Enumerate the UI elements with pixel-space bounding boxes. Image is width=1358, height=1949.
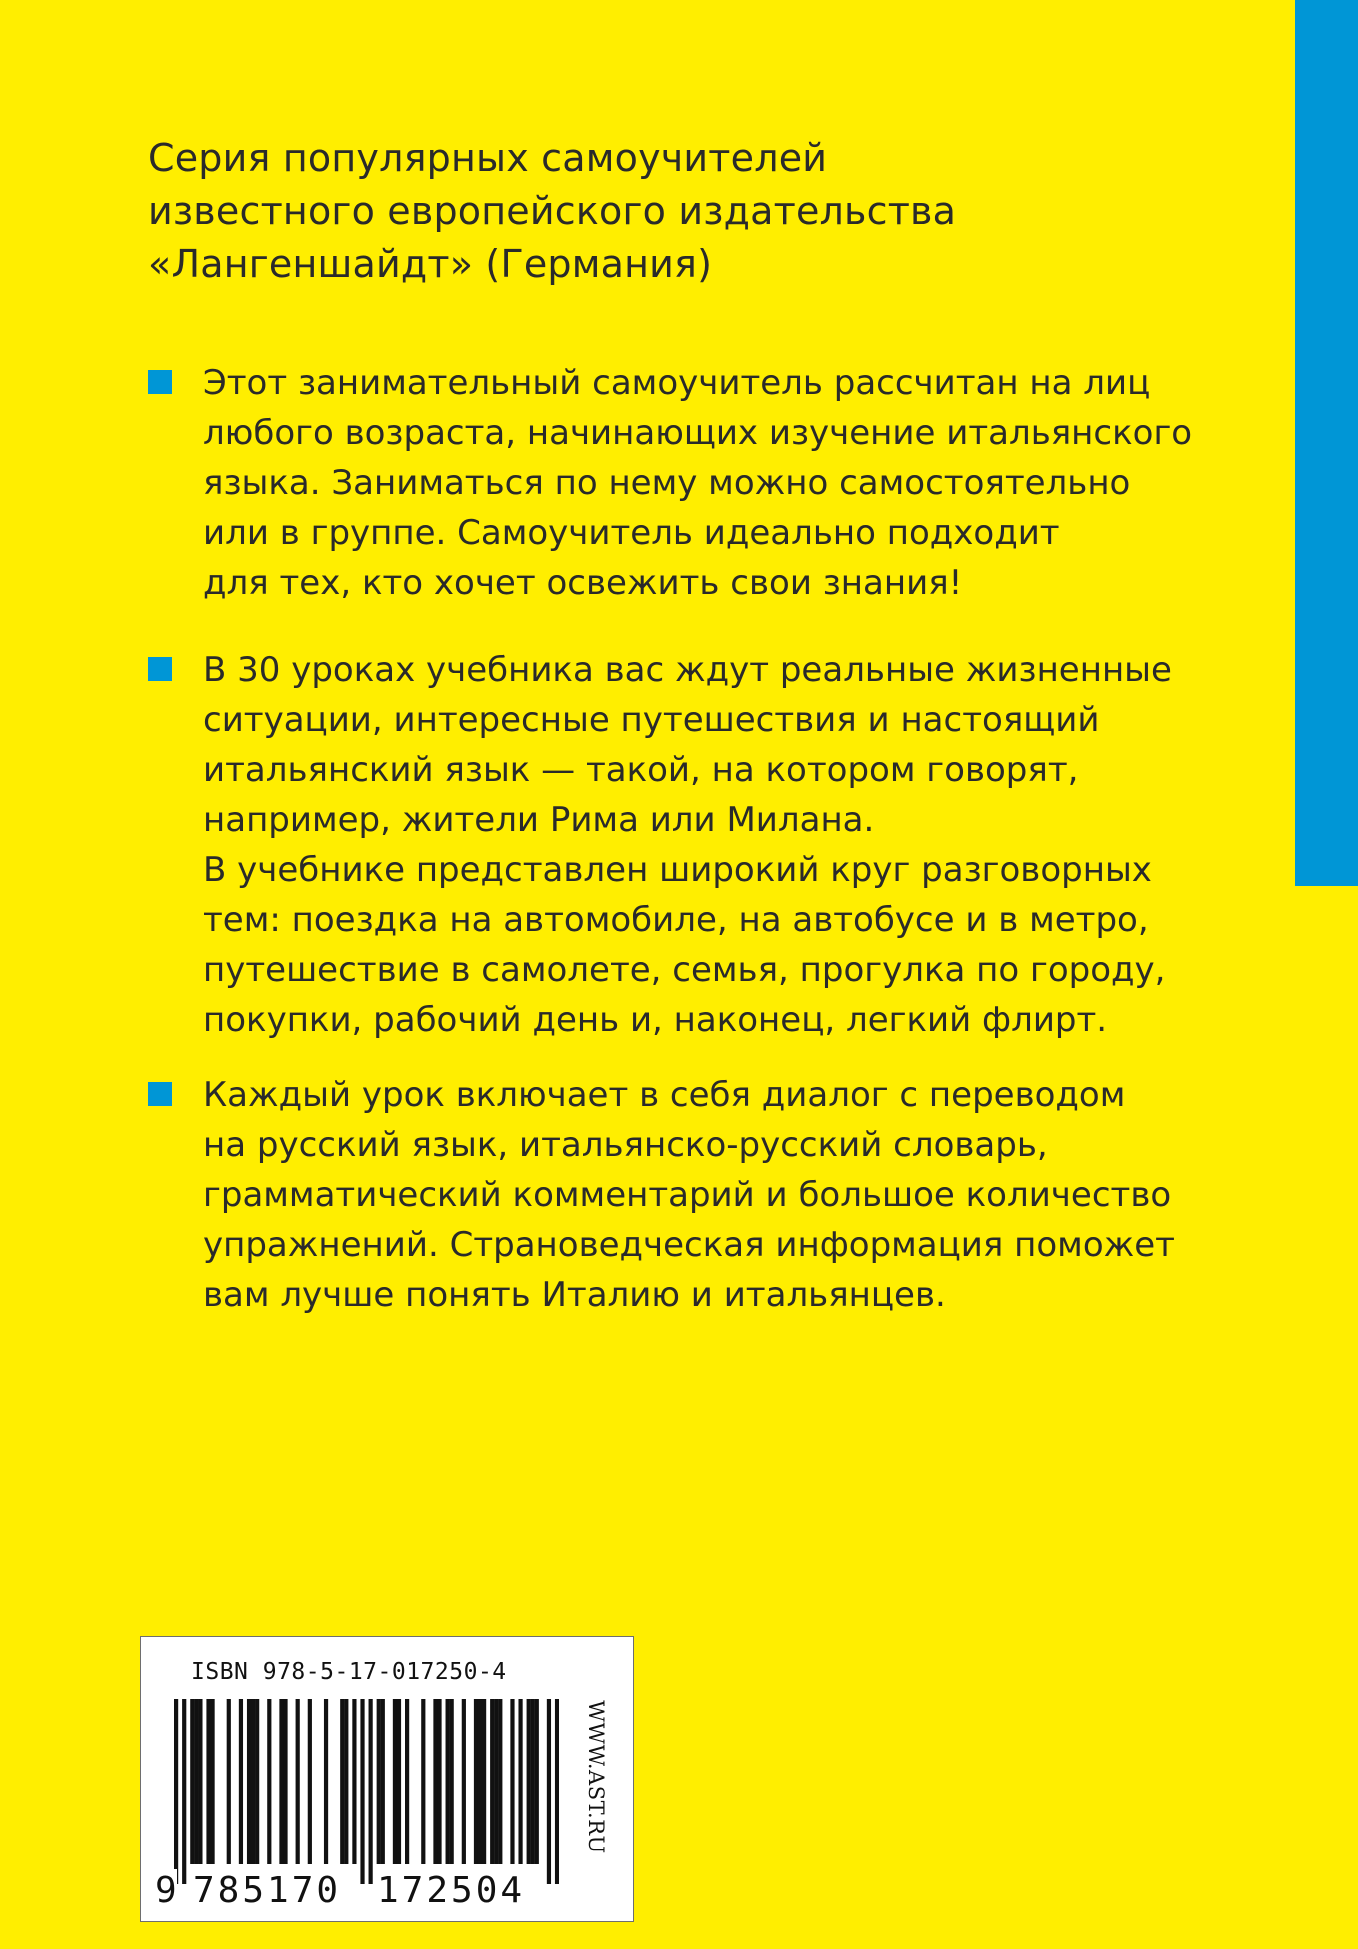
barcode-bar — [267, 1699, 271, 1864]
paragraph-line: упражнений. Страноведческая информация поможет — [203, 1225, 1175, 1265]
bullet-text — [203, 358, 1283, 608]
barcode-bar — [352, 1699, 356, 1864]
paragraph-line: или в группе. Самоучитель идеально подходит — [203, 513, 1060, 553]
barcode-bar — [482, 1699, 486, 1864]
isbn-barcode-box — [140, 1636, 634, 1922]
isbn-label: ISBN 978-5-17-017250-4 — [191, 1659, 507, 1685]
barcode-bar — [518, 1699, 522, 1864]
barcode-bar — [535, 1699, 539, 1864]
barcode-bar — [490, 1699, 494, 1864]
paragraph-line: тем: поездка на автомобиле, на автобусе и в метро, — [203, 900, 1149, 940]
barcode-bar — [446, 1699, 450, 1864]
barcode-bar — [283, 1699, 287, 1864]
series-heading-line: известного европейского издательства — [148, 189, 957, 233]
paragraph-line: ситуации, интересные путешествия и настоящий — [203, 700, 1100, 740]
barcode-bar — [510, 1699, 514, 1864]
website-url: WWW.AST.RU — [584, 1700, 608, 1854]
barcode-bar — [206, 1699, 210, 1864]
paragraph-line: Каждый урок включает в себя диалог с переводом — [203, 1075, 1126, 1115]
barcode-digits — [155, 1869, 575, 1913]
barcode-bar — [369, 1699, 373, 1884]
paragraph-line: любого возраста, начинающих изучение итальянского — [203, 413, 1193, 453]
barcode-bar — [190, 1699, 194, 1864]
paragraph-line: В 30 уроках учебника вас ждут реальные жизненные — [203, 650, 1172, 690]
barcode-bar — [462, 1699, 466, 1864]
paragraph-line: например, жители Рима или Милана. — [203, 800, 875, 840]
barcode-bar — [308, 1699, 312, 1864]
barcode-bar — [474, 1699, 478, 1864]
barcode-left-group: 785170 — [193, 1870, 342, 1911]
barcode-bar — [450, 1699, 454, 1864]
blue-square-bullet-icon — [148, 370, 172, 394]
paragraph-line: В учебнике представлен широкий круг разговорных — [203, 850, 1152, 890]
paragraph-line: языка. Заниматься по нему можно самостоятельно — [203, 463, 1131, 503]
barcode-bar — [555, 1699, 559, 1884]
paragraph-line: вам лучше понять Италию и итальянцев. — [203, 1275, 946, 1315]
barcode-bar — [531, 1699, 535, 1864]
blue-side-stripe — [1295, 0, 1358, 886]
paragraph-line: грамматический комментарий и большое количество — [203, 1175, 1172, 1215]
series-heading — [148, 132, 1208, 291]
barcode-bar — [344, 1699, 348, 1864]
barcode-bar — [194, 1699, 198, 1864]
barcode-bar — [478, 1699, 482, 1864]
barcode-bar — [433, 1699, 437, 1864]
barcode-bar — [397, 1699, 401, 1864]
barcode-bar — [210, 1699, 214, 1864]
barcode-bar — [393, 1699, 397, 1864]
bullet-text — [203, 1070, 1283, 1320]
barcode-bar — [527, 1699, 531, 1864]
barcode-right-group: 172504 — [377, 1870, 526, 1911]
barcode-bar — [340, 1699, 344, 1864]
paragraph-line: Этот занимательный самоучитель рассчитан на лиц — [203, 363, 1151, 403]
barcode-bar — [174, 1699, 178, 1884]
paragraph-line: для тех, кто хочет освежить свои знания! — [203, 563, 963, 603]
barcode-icon — [165, 1699, 559, 1884]
series-heading-line: Серия популярных самоучителей — [148, 136, 828, 180]
barcode-bar — [437, 1699, 441, 1864]
barcode-bar — [547, 1699, 551, 1884]
barcode-bar — [247, 1699, 251, 1864]
barcode-bar — [279, 1699, 283, 1864]
bullet-text — [203, 645, 1283, 1045]
barcode-bar — [255, 1699, 259, 1864]
barcode-bar — [182, 1699, 186, 1884]
barcode-bar — [498, 1699, 502, 1864]
barcode-bar — [405, 1699, 409, 1864]
barcode-bar — [296, 1699, 300, 1864]
barcode-first-digit: 9 — [155, 1870, 177, 1911]
barcode-bar — [360, 1699, 364, 1884]
barcode-bar — [251, 1699, 255, 1864]
blue-square-bullet-icon — [148, 1082, 172, 1106]
barcode-bar — [381, 1699, 385, 1864]
paragraph-line: путешествие в самолете, семья, прогулка по городу, — [203, 950, 1166, 990]
paragraph-line: на русский язык, итальянско-русский словарь, — [203, 1125, 1048, 1165]
barcode-bar — [239, 1699, 243, 1864]
paragraph-line: покупки, рабочий день и, наконец, легкий флирт. — [203, 1000, 1108, 1040]
barcode-bar — [227, 1699, 231, 1864]
blue-square-bullet-icon — [148, 657, 172, 681]
series-heading-line: «Лангеншайдт» (Германия) — [148, 242, 713, 286]
barcode-bar — [421, 1699, 425, 1864]
paragraph-line: итальянский язык — такой, на котором говорят, — [203, 750, 1079, 790]
barcode-bar — [198, 1699, 202, 1864]
barcode-bar — [324, 1699, 328, 1864]
barcode-bar — [377, 1699, 381, 1864]
barcode-bar — [494, 1699, 498, 1864]
